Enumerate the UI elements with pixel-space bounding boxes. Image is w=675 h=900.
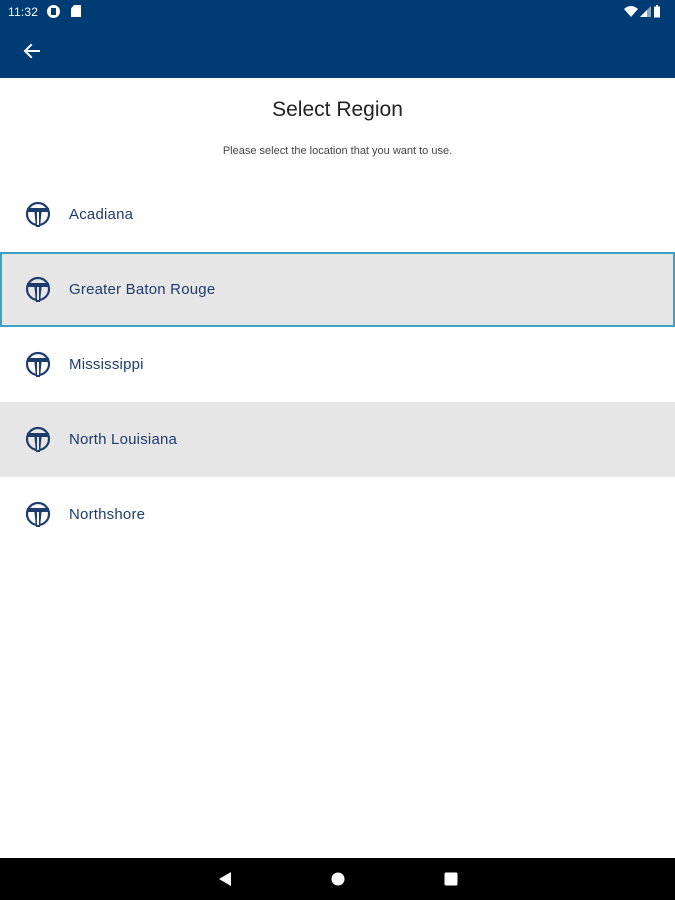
- region-item-greater-baton-rouge[interactable]: [0, 252, 675, 327]
- nav-back-icon: [214, 868, 236, 890]
- nav-home-button[interactable]: [327, 868, 349, 890]
- wifi-icon: [624, 6, 638, 17]
- region-label: North Louisiana: [69, 431, 178, 448]
- region-item-acadiana[interactable]: [0, 177, 675, 252]
- region-item-north-louisiana[interactable]: [0, 402, 675, 477]
- cross-logo-icon: [24, 425, 52, 453]
- region-label: Greater Baton Rouge: [69, 281, 216, 298]
- app-bar: [0, 24, 675, 78]
- cross-logo-icon: [24, 200, 52, 228]
- cross-logo-icon: [24, 500, 52, 528]
- back-button[interactable]: [16, 35, 48, 67]
- arrow-left-icon: [22, 41, 42, 61]
- region-label: Acadiana: [69, 206, 134, 223]
- nav-home-icon: [327, 868, 349, 890]
- f-notification-icon: [47, 5, 60, 18]
- cross-logo-icon: [24, 350, 52, 378]
- region-item-northshore[interactable]: [0, 477, 675, 552]
- nav-recents-icon: [440, 868, 462, 890]
- nav-recents-button[interactable]: [440, 868, 462, 890]
- status-bar: [0, 0, 675, 24]
- status-time: 11:32: [8, 5, 39, 19]
- region-item-mississippi[interactable]: [0, 327, 675, 402]
- navigation-bar: [0, 858, 675, 900]
- page-title: Select Region: [272, 98, 403, 121]
- nav-back-button[interactable]: [214, 868, 236, 890]
- sd-card-icon: [71, 5, 81, 17]
- region-list: [0, 177, 675, 552]
- page-subtitle: Please select the location that you want to use.: [222, 145, 453, 157]
- status-right-icons: [623, 4, 667, 20]
- region-label: Mississippi: [69, 356, 144, 373]
- cross-logo-icon: [24, 275, 52, 303]
- region-label: Northshore: [69, 506, 146, 523]
- signal-icon: [640, 6, 651, 17]
- battery-icon: [654, 5, 660, 18]
